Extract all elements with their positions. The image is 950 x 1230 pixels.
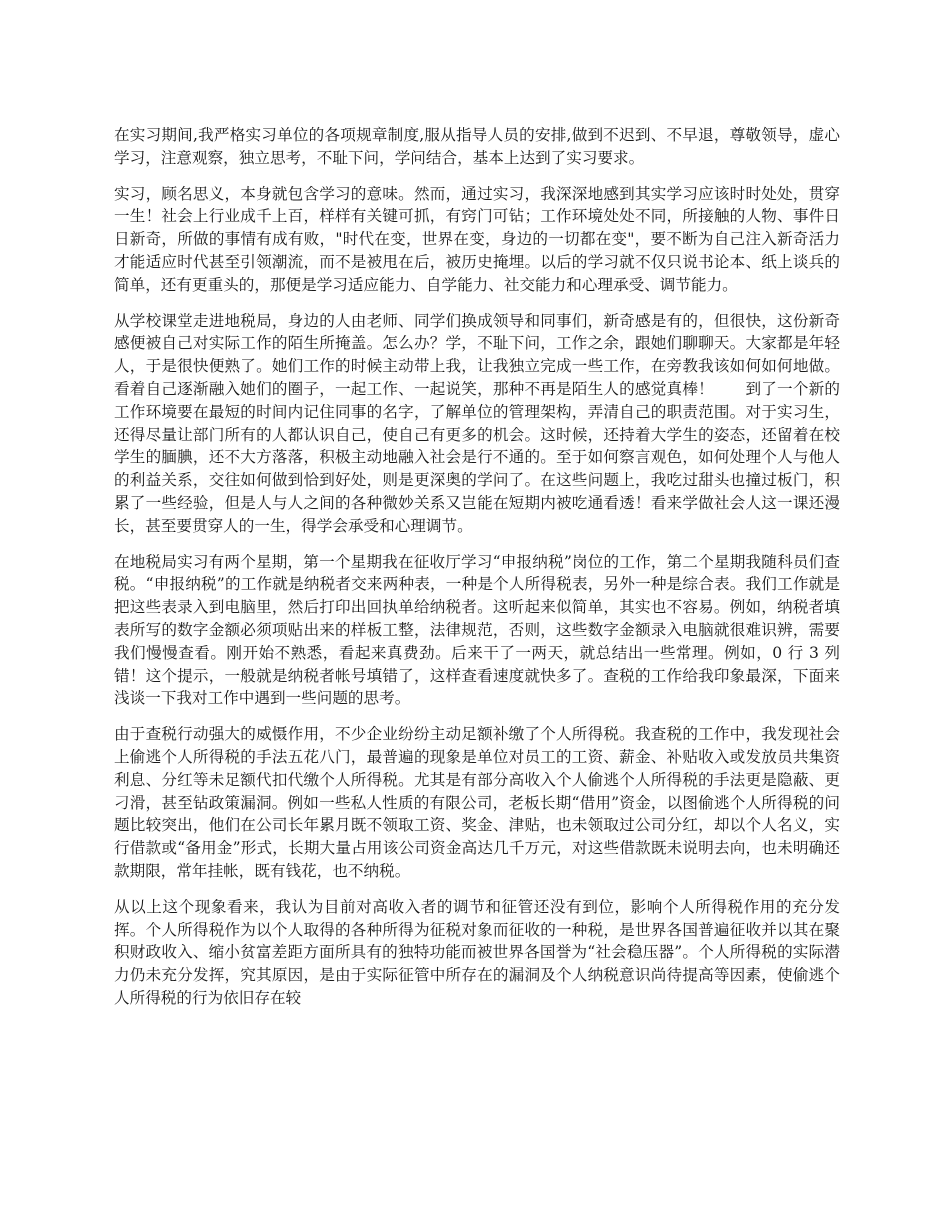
paragraph-2: 实习，顾名思义，本身就包含学习的意味。然而，通过实习，我深深地感到其实学习应该时时处处，贯穿一生！社会上行业成千上百，样样有关键可抓，有窍门可钻；工作环境处处不同，所接触的人物、事件日日新奇，所做的事情有成有败，"时代在变，世界在变，身边的一切都在变"，要不断为自己注入新奇活力才能适应时代甚至引领潮流，而不是被甩在后，被历史掩埋。以后的学习就不仅只说书论本、纸上谈兵的简单，还有更重头的，那便是学习适应能力、自学能力、社交能力和心理承受、调节能力。 — [114, 184, 840, 294]
paragraph-3: 从学校课堂走进地税局，身边的人由老师、同学们换成领导和同事们，新奇感是有的，但很快，这份新奇感便被自己对实际工作的陌生所掩盖。怎么办？学，不耻下问，工作之余，跟她们聊聊天。大家都是年轻人，于是很快便熟了。她们工作的时候主动带上我，让我独立完成一些工作，在旁教我该如何如何地做。看着自己逐渐融入她们的圈子，一起工作、一起说笑，那种不再是陌生人的感觉真棒！ 到了一个新的工作环境要在最短的时间内记住同事的名字，了解单位的管理架构，弄清自己的职责范围。对于实习生，还得尽量让部门所有的人都认识自己，使自己有更多的机会。这时候，还持着大学生的姿态，还留着在校学生的腼腆，还不大方落落，积极主动地融入社会是行不通的。至于如何察言观色，如何处理个人与他人的利益关系，交往如何做到恰到好处，则是更深奥的学问了。在这些问题上，我吃过甜头也撞过板门，积累了一些经验，但是人与人之间的各种微妙关系又岂能在短期内被吃通看透！看来学做社会人这一课还漫长，甚至要贯穿人的一生，得学会承受和心理调节。 — [114, 311, 840, 535]
document-body — [114, 124, 840, 1023]
paragraph-6: 从以上这个现象看来，我认为目前对高收入者的调节和征管还没有到位，影响个人所得税作用的充分发挥。个人所得税作为以个人取得的各种所得为征税对象而征收的一种税，是世界各国普遍征收并以其在聚积财政收入、缩小贫富差距方面所具有的独特功能而被世界各国誉为“社会稳压器”。个人所得税的实际潜力仍未充分发挥，究其原因，是由于实际征管中所存在的漏洞及个人纳税意识尚待提高等因素，使偷逃个人所得税的行为依旧存在较 — [114, 897, 840, 1007]
paragraph-4: 在地税局实习有两个星期，第一个星期我在征收厅学习“申报纳税”岗位的工作，第二个星期我随科员们查税。“申报纳税”的工作就是纳税者交来两种表，一种是个人所得税表，另外一种是综合表。我们工作就是把这些表录入到电脑里，然后打印出回执单给纳税者。这听起来似简单，其实也不容易。例如，纳税者填表所写的数字金额必须项贴出来的样板工整，法律规范，否则，这些数字金额录入电脑就很难识辨，需要我们慢慢查看。刚开始不熟悉，看起来真费劲。后来干了一两天，就总结出一些常理。例如，0 行 3 列错！这个提示，一般就是纳税者帐号填错了，这样查看速度就快多了。查税的工作给我印象最深，下面来浅谈一下我对工作中遇到一些问题的思考。 — [114, 552, 840, 708]
paragraph-1: 在实习期间,我严格实习单位的各项规章制度,服从指导人员的安排,做到不迟到、不早退，尊敬领导，虚心学习，注意观察，独立思考，不耻下问，学问结合，基本上达到了实习要求。 — [114, 126, 840, 167]
paragraph-5: 由于查税行动强大的威慑作用，不少企业纷纷主动足额补缴了个人所得税。我查税的工作中，我发现社会上偷逃个人所得税的手法五花八门，最普遍的现象是单位对员工的工资、薪金、补贴收入或发放员共集资利息、分红等未足额代扣代缴个人所得税。尤其是有部分高收入个人偷逃个人所得税的手法更是隐蔽、更刁滑，甚至钻政策漏洞。例如一些私人性质的有限公司，老板长期“借用”资金，以图偷逃个人所得税的问题比较突出，他们在公司长年累月既不领取工资、奖金、津贴，也未领取过公司分红，却以个人名义，实行借款或“备用金”形式，长期大量占用该公司资金高达几千万元，对这些借款既未说明去向，也未明确还款期限，常年挂帐，既有钱花，也不纳税。 — [114, 725, 840, 880]
